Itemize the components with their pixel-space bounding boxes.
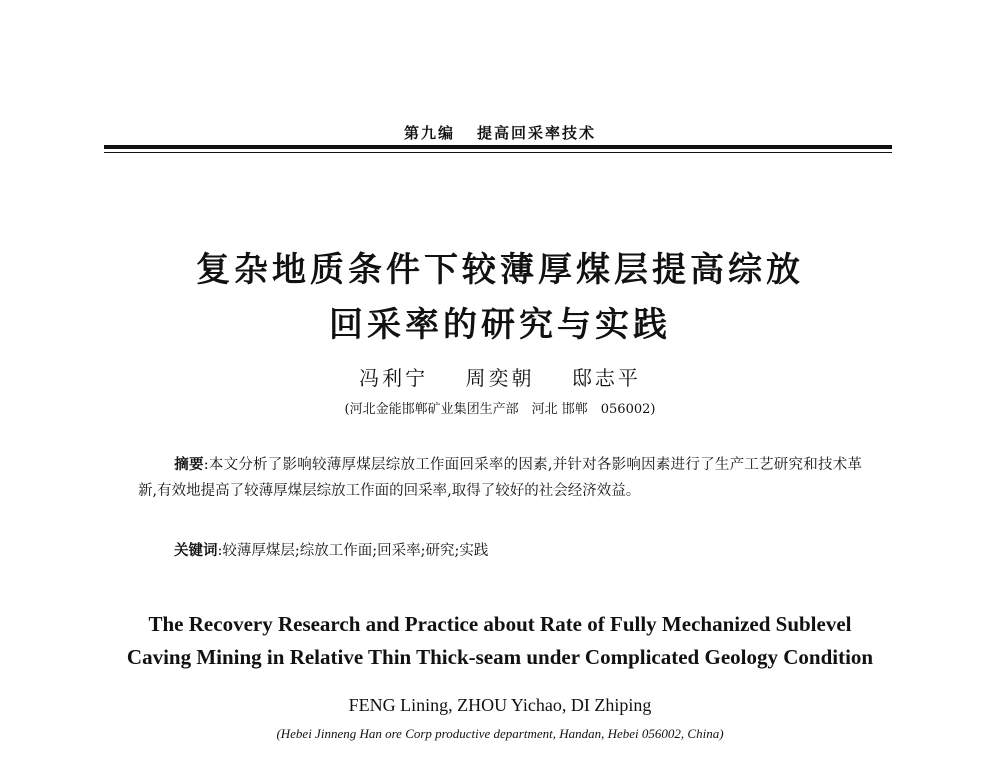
- keywords: [174, 538, 864, 564]
- affiliation-cn: (河北金能邯郸矿业集团生产部 河北 邯郸 056002): [344, 402, 656, 417]
- author-cn-2: 周奕朝: [465, 366, 535, 390]
- affiliation-en: (Hebei Jinneng Han ore Corp productive department, Handan, Hebei 056002, China): [276, 726, 724, 741]
- header-rule-thin: [104, 152, 892, 153]
- title-cn-line2: 回采率的研究与实践: [329, 305, 671, 345]
- author-cn-3: 邸志平: [571, 366, 641, 390]
- title-en-line1: The Recovery Research and Practice about Rate of Fully Mechanized Sublevel: [148, 612, 852, 636]
- keywords-text: :较薄厚煤层;综放工作面;回采率;研究;实践: [217, 543, 489, 559]
- keywords-label: 关键词: [174, 543, 218, 559]
- header-rule-thick: [104, 145, 892, 149]
- authors-cn: [0, 362, 1000, 391]
- title-en: [0, 608, 1000, 674]
- running-header: [0, 122, 1000, 143]
- abstract-text: :本文分析了影响较薄厚煤层综放工作面回采率的因素,并针对各影响因素进行了生产工艺研究和技术革新,有效地提高了较薄厚煤层综放工作面的回采率,取得了较好的社会经济效益。: [138, 457, 862, 499]
- abstract: [138, 452, 862, 504]
- abstract-label: 摘要: [174, 457, 204, 473]
- title-en-line2: Caving Mining in Relative Thin Thick-seam under Complicated Geology Condition: [126, 645, 874, 669]
- header-section: 第九编: [403, 124, 455, 142]
- author-cn-1: 冯利宁: [359, 366, 429, 390]
- authors-en: FENG Lining, ZHOU Yichao, DI Zhiping: [348, 695, 652, 715]
- header-topic: 提高回采率技术: [477, 124, 597, 142]
- title-cn-line1: 复杂地质条件下较薄厚煤层提高综放: [196, 250, 804, 290]
